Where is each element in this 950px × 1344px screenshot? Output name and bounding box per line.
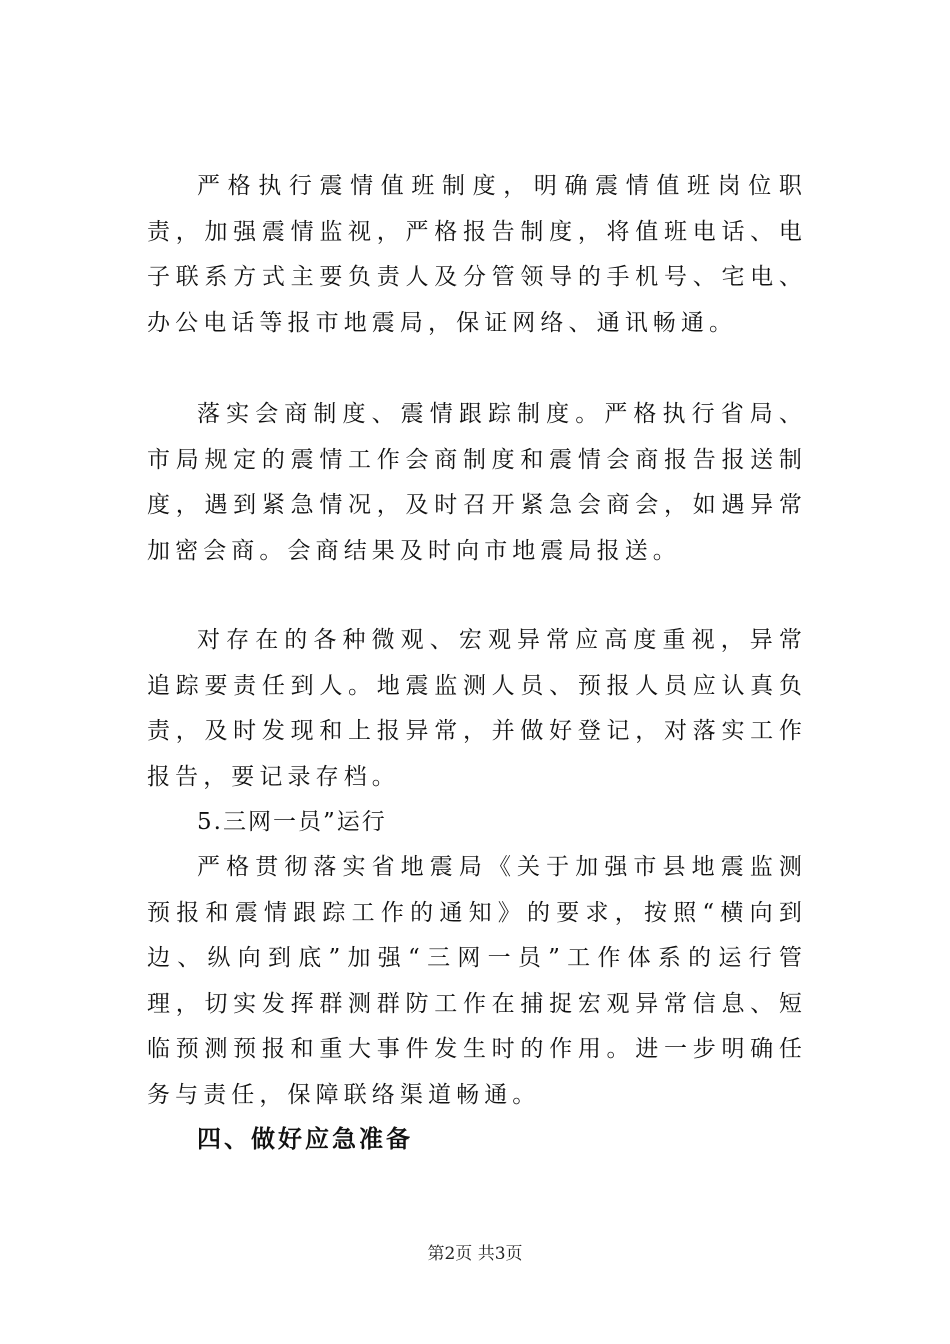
page-footer: 第2页 共3页 xyxy=(427,1244,523,1264)
section-title-emergency-preparation: 四、做好应急准备 xyxy=(197,1124,413,1153)
subheading-three-networks: 5.三网一员”运行 xyxy=(197,809,387,835)
paragraph-consultation-system: 落实会商制度、震情跟踪制度。严格执行省局、市局规定的震情工作会商制度和震情会商报告报送制度，遇到紧急情况，及时召开紧急会商会，如遇异常加密会商。会商结果及时向市地震局报送。 xyxy=(147,401,807,564)
paragraph-three-networks: 严格贯彻落实省地震局《关于加强市县地震监测预报和震情跟踪工作的通知》的要求，按照“横向到边、纵向到底”加强“三网一员”工作体系的运行管理，切实发挥群测群防工作在捕捉宏观异常信息、短临预测预报和重大事件发生时的作用。进一步明确任务与责任，保障联络渠道畅通。 xyxy=(147,854,807,1108)
paragraph-anomaly-tracking: 对存在的各种微观、宏观异常应高度重视，异常追踪要责任到人。地震监测人员、预报人员应认真负责，及时发现和上报异常，并做好登记，对落实工作报告，要记录存档。 xyxy=(147,627,807,790)
paragraph-duty-system: 严格执行震情值班制度，明确震情值班岗位职责，加强震情监视，严格报告制度，将值班电话、电子联系方式主要负责人及分管领导的手机号、宅电、办公电话等报市地震局，保证网络、通讯畅通。 xyxy=(147,173,807,336)
